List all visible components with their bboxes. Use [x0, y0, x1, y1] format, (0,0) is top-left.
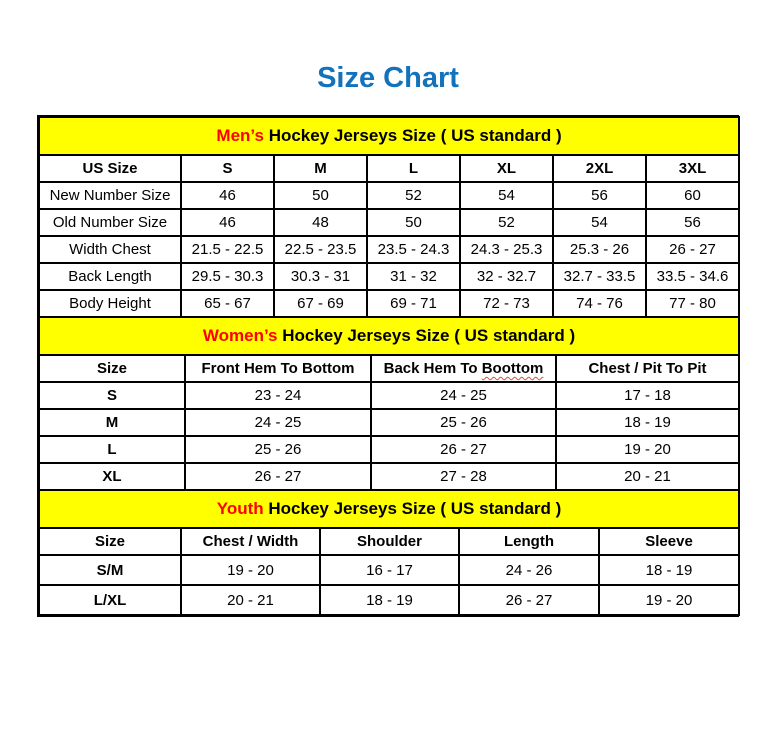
- header-cell: Size: [39, 355, 185, 382]
- mens-size-table: [38, 116, 740, 318]
- value-cell: 50: [274, 182, 367, 209]
- value-cell: 24 - 25: [185, 409, 371, 436]
- value-cell: 32 - 32.7: [460, 263, 553, 290]
- value-cell: 56: [646, 209, 739, 236]
- value-cell: 18 - 19: [599, 555, 739, 585]
- table-row: [39, 263, 739, 290]
- value-cell: 25 - 26: [185, 436, 371, 463]
- value-cell: 22.5 - 23.5: [274, 236, 367, 263]
- womens-section-header-rest: Hockey Jerseys Size ( US standard ): [277, 326, 576, 345]
- value-cell: 74 - 76: [553, 290, 646, 317]
- value-cell: 26 - 27: [459, 585, 599, 615]
- value-cell: 72 - 73: [460, 290, 553, 317]
- header-cell: Size: [39, 528, 181, 555]
- value-cell: 77 - 80: [646, 290, 739, 317]
- value-cell: 26 - 27: [646, 236, 739, 263]
- back-hem-prefix: Back Hem To: [383, 360, 482, 377]
- youth-size-table: [38, 489, 740, 616]
- value-cell: 19 - 20: [599, 585, 739, 615]
- header-cell: 2XL: [553, 155, 646, 182]
- youth-section-header-row: [39, 490, 739, 528]
- mens-section-header-red: Men’s: [216, 126, 264, 145]
- womens-column-header-row: [39, 355, 739, 382]
- value-cell: 56: [553, 182, 646, 209]
- value-cell: 60: [646, 182, 739, 209]
- table-row: [39, 290, 739, 317]
- value-cell: 46: [181, 209, 274, 236]
- value-cell: 24 - 26: [459, 555, 599, 585]
- value-cell: 33.5 - 34.6: [646, 263, 739, 290]
- value-cell: 52: [460, 209, 553, 236]
- header-cell: S: [181, 155, 274, 182]
- value-cell: 17 - 18: [556, 382, 739, 409]
- header-cell: XL: [460, 155, 553, 182]
- value-cell: 18 - 19: [320, 585, 459, 615]
- value-cell: 65 - 67: [181, 290, 274, 317]
- row-label-cell: M: [39, 409, 185, 436]
- mens-section-header: [39, 117, 739, 155]
- row-label-cell: XL: [39, 463, 185, 490]
- value-cell: 69 - 71: [367, 290, 460, 317]
- value-cell: 54: [553, 209, 646, 236]
- page-title: Size Chart: [317, 62, 459, 94]
- header-cell: Chest / Width: [181, 528, 320, 555]
- row-label-cell: Width Chest: [39, 236, 181, 263]
- value-cell: 18 - 19: [556, 409, 739, 436]
- value-cell: 16 - 17: [320, 555, 459, 585]
- header-cell: [371, 355, 556, 382]
- value-cell: 25 - 26: [371, 409, 556, 436]
- mens-column-header-row: [39, 155, 739, 182]
- value-cell: 23 - 24: [185, 382, 371, 409]
- value-cell: 32.7 - 33.5: [553, 263, 646, 290]
- womens-section-header-red: Women’s: [202, 326, 278, 345]
- header-cell: Shoulder: [320, 528, 459, 555]
- value-cell: 67 - 69: [274, 290, 367, 317]
- header-cell: 3XL: [646, 155, 739, 182]
- womens-section-header: [39, 317, 739, 355]
- value-cell: 31 - 32: [367, 263, 460, 290]
- mens-section-header-rest: Hockey Jerseys Size ( US standard ): [263, 126, 562, 145]
- value-cell: 24.3 - 25.3: [460, 236, 553, 263]
- value-cell: 19 - 20: [181, 555, 320, 585]
- table-row: [39, 436, 739, 463]
- row-label-cell: L: [39, 436, 185, 463]
- youth-section-header-rest: Hockey Jerseys Size ( US standard ): [263, 499, 562, 518]
- value-cell: 25.3 - 26: [553, 236, 646, 263]
- value-cell: 50: [367, 209, 460, 236]
- header-cell: Length: [459, 528, 599, 555]
- value-cell: 27 - 28: [371, 463, 556, 490]
- value-cell: 26 - 27: [185, 463, 371, 490]
- value-cell: 29.5 - 30.3: [181, 263, 274, 290]
- youth-column-header-row: [39, 528, 739, 555]
- row-label-cell: Body Height: [39, 290, 181, 317]
- table-row: [39, 182, 739, 209]
- table-row: [39, 585, 739, 615]
- value-cell: 24 - 25: [371, 382, 556, 409]
- value-cell: 19 - 20: [556, 436, 739, 463]
- value-cell: 52: [367, 182, 460, 209]
- table-row: [39, 409, 739, 436]
- womens-size-table: [38, 316, 740, 491]
- row-label-cell: New Number Size: [39, 182, 181, 209]
- table-row: [39, 555, 739, 585]
- header-cell: Front Hem To Bottom: [185, 355, 371, 382]
- table-row: [39, 209, 739, 236]
- table-row: [39, 236, 739, 263]
- row-label-cell: Back Length: [39, 263, 181, 290]
- back-hem-misspelled-word: Boottom: [481, 360, 544, 377]
- header-cell: Sleeve: [599, 528, 739, 555]
- youth-section-header-red: Youth: [216, 499, 264, 518]
- value-cell: 21.5 - 22.5: [181, 236, 274, 263]
- table-row: [39, 463, 739, 490]
- mens-section-header-row: [39, 117, 739, 155]
- header-cell: Chest / Pit To Pit: [556, 355, 739, 382]
- header-cell: US Size: [39, 155, 181, 182]
- row-label-cell: Old Number Size: [39, 209, 181, 236]
- value-cell: 20 - 21: [556, 463, 739, 490]
- womens-section-header-row: [39, 317, 739, 355]
- header-cell: L: [367, 155, 460, 182]
- header-cell: M: [274, 155, 367, 182]
- value-cell: 20 - 21: [181, 585, 320, 615]
- value-cell: 46: [181, 182, 274, 209]
- value-cell: 26 - 27: [371, 436, 556, 463]
- row-label-cell: L/XL: [39, 585, 181, 615]
- row-label-cell: S/M: [39, 555, 181, 585]
- value-cell: 30.3 - 31: [274, 263, 367, 290]
- table-row: [39, 382, 739, 409]
- row-label-cell: S: [39, 382, 185, 409]
- value-cell: 23.5 - 24.3: [367, 236, 460, 263]
- youth-section-header: [39, 490, 739, 528]
- size-chart: [37, 115, 739, 617]
- value-cell: 48: [274, 209, 367, 236]
- value-cell: 54: [460, 182, 553, 209]
